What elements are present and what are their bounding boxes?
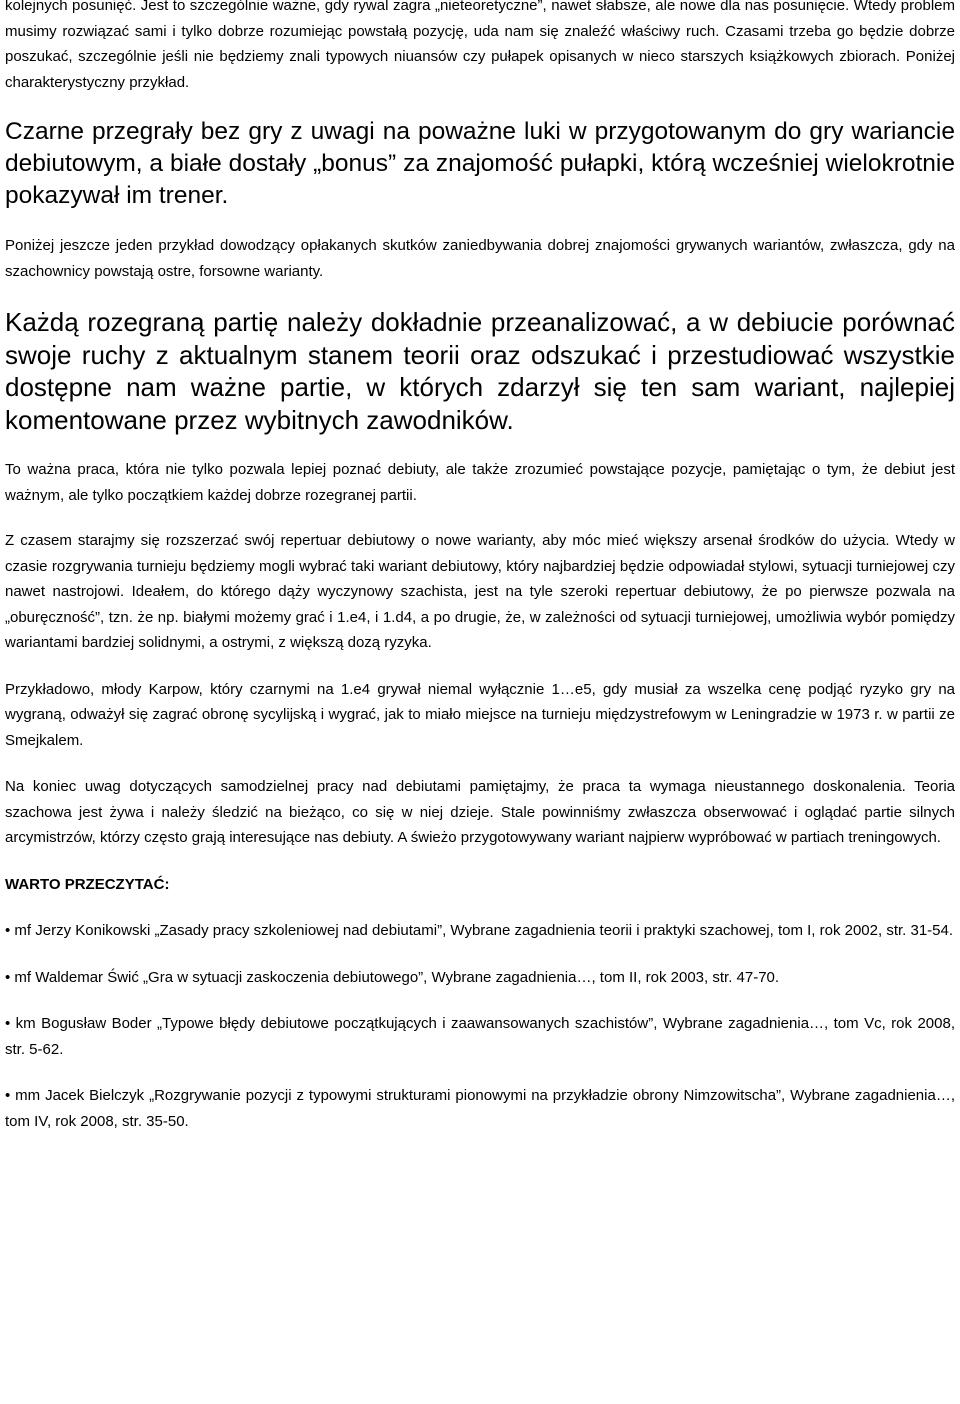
- reference-item: • mm Jacek Bielczyk „Rozgrywanie pozycji z typowymi strukturami pionowymi na przykładzie obrony Nimzowitscha”, Wybrane zagadnienia…, tom IV, rok 2008, str. 35-50.: [5, 1087, 955, 1130]
- body-paragraph-4: Z czasem starajmy się rozszerzać swój repertuar debiutowy o nowe warianty, aby móc mieć większy arsenał środków do użycia. Wtedy w czasie rozgrywania turnieju będziemy mogli wybrać taki wariant debiutowy, który najbardziej będzie odpowiadał stylowi, sytuacji turniejowej czy nawet nastrojowi. Ideałem, do którego dąży wyczynowy szachista, jest na tyle szeroki repertuar debiutowy, że po pierwsze pozwala na „oburęczność”, tzn. że np. białymi możemy grać i 1.e4, i 1.d4, a po drugie, że, w zależności od sytuacji turniejowej, umożliwia wybór pomiędzy wariantami bardziej solidnymi, a ostrymi, z większą dozą ryzyka.: [5, 532, 955, 651]
- pull-quote: Każdą rozegraną partię należy dokładnie przeanalizować, a w debiucie porównać swoje ruchy z aktualnym stanem teorii oraz odszukać i przestudiować wszystkie dostępne nam ważne partie, w których zdarzył się ten sam wariant, najlepiej komentowane przez wybitnych zawodników.: [5, 307, 955, 435]
- reference-item: • km Bogusław Boder „Typowe błędy debiutowe początkujących i zaawansowanych szachistów”, Wybrane zagadnienia…, tom Vc, rok 2008, str. 5-62.: [5, 1015, 955, 1058]
- reading-heading: WARTO PRZECZYTAĆ:: [5, 875, 170, 893]
- document-page: [5, 0, 955, 1134]
- example-caption: Czarne przegrały bez gry z uwagi na poważne luki w przygotowanym do gry wariancie debiutowym, a białe dostały „bonus” za znajomość pułapki, którą wcześniej wielokrotnie pokazywał im trener.: [5, 118, 955, 209]
- reference-item: • mf Jerzy Konikowski „Zasady pracy szkoleniowej nad debiutami”, Wybrane zagadnienia teorii i praktyki szachowej, tom I, rok 2002, str. 31-54.: [5, 922, 954, 939]
- reference-item: • mf Waldemar Świć „Gra w sytuacji zaskoczenia debiutowego”, Wybrane zagadnienia…, tom II, rok 2003, str. 47-70.: [5, 968, 780, 986]
- intro-paragraph: kolejnych posunięć. Jest to szczególnie ważne, gdy rywal zagra „nieteoretyczne”, nawet słabsze, ale nowe dla nas posunięcie. Wtedy problem musimy rozwiązać sami i tylko dobrze rozumiejąc powstałą pozycję, uda nam się znaleźć właściwy ruch. Czasami trzeba go będzie dobrze poszukać, szczególnie jeśli nie będziemy znali typowych niuansów czy pułapek opisanych w nieco starszych książkowych zbiorach. Poniżej charakterystyczny przykład.: [5, 0, 955, 91]
- body-paragraph-6: Na koniec uwag dotyczących samodzielnej pracy nad debiutami pamiętajmy, że praca ta wymaga nieustannego doskonalenia. Teoria szachowa jest żywa i należy śledzić na bieżąco, co się w niej dzieje. Stale powinniśmy zwłaszcza obserwować i oglądać partie silnych arcymistrzów, którzy często grają interesujące nas debiuty. A świeżo przygotowywany wariant najpierw wypróbować w partiach treningowych.: [5, 778, 955, 846]
- body-paragraph-3: To ważna praca, która nie tylko pozwala lepiej poznać debiuty, ale także zrozumieć powstające pozycje, pamiętając o tym, że debiut jest ważnym, ale tylko początkiem każdej dobrze rozegranej partii.: [5, 461, 955, 504]
- body-paragraph-5: Przykładowo, młody Karpow, który czarnymi na 1.e4 grywał niemal wyłącznie 1…e5, gdy musiał za wszelka cenę podjąć ryzyko gry na wygraną, odważył się zagrać obronę sycylijską i wygrać, jak to miało miejsce na turnieju międzystrefowym w Leningradzie w 1973 r. w partii ze Smejkalem.: [5, 680, 955, 749]
- body-paragraph-2: Poniżej jeszcze jeden przykład dowodzący opłakanych skutków zaniedbywania dobrej znajomości grywanych wariantów, zwłaszcza, gdy na szachownicy powstają ostre, forsowne warianty.: [5, 237, 955, 280]
